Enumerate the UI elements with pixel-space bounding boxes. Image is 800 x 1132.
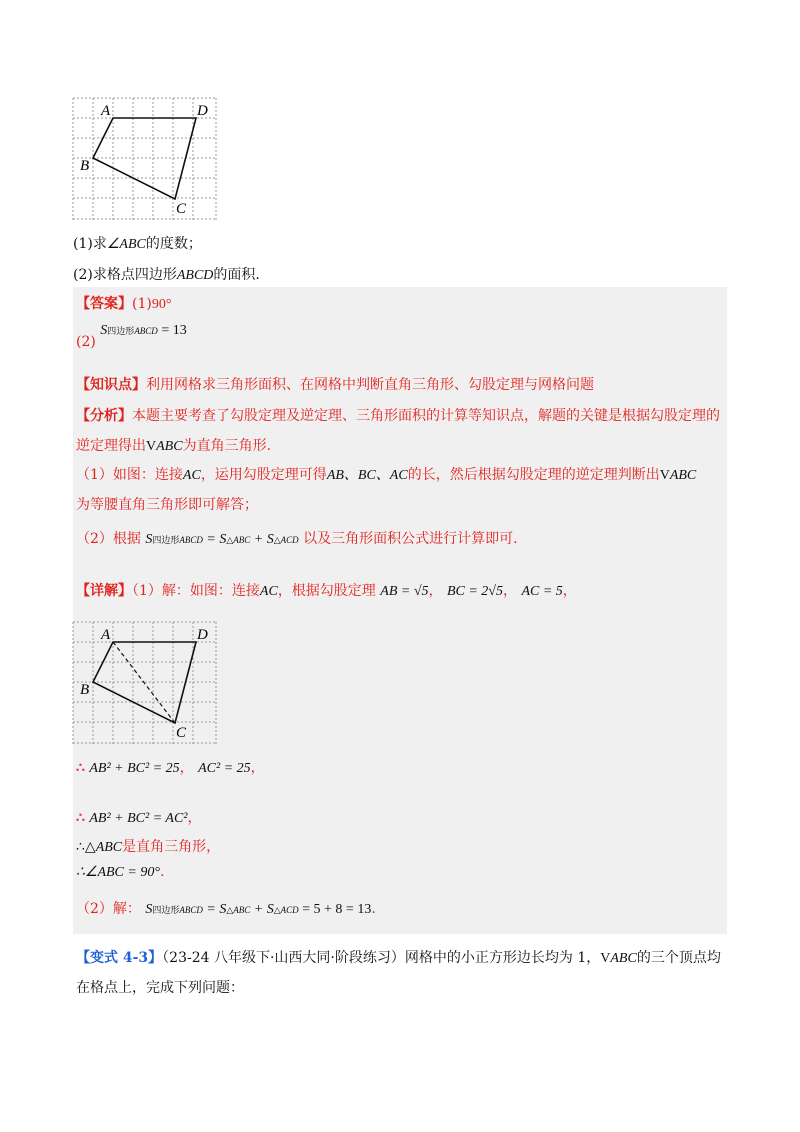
variant-line-1: 【变式 4-3】（23-24 八年级下·山西大同·阶段练习）网格中的小正方形边长均为 1，VABC的三个顶点均 [76,950,721,966]
question-1: (1)求∠ABC的度数； [73,236,202,252]
knowledge-line: 【知识点】利用网格求三角形面积、在网格中判断直角三角形、勾股定理与网格问题 [76,377,594,393]
question-2: (2)求格点四边形ABCD的面积. [73,267,260,283]
label-b: B [80,682,90,698]
label-d: D [197,103,208,119]
variant-line-2: 在格点上，完成下列问题： [76,980,244,996]
grid-figure-1 [72,97,218,221]
detail-step-3: ∴△ABC是直角三角形， [76,839,221,855]
analysis-line-4: 为等腰直角三角形即可解答； [76,497,258,513]
detail-step-2: ∴ AB² + BC² = AC²， [76,810,202,826]
label-c: C [176,725,187,741]
grid-figure-2 [72,621,218,745]
label-a: A [101,627,111,643]
analysis-line-2: 逆定理得出VABC为直角三角形. [76,438,272,454]
answer-line-2: (2) S四边形ABCD = 13 [76,323,187,350]
label-c: C [176,201,187,217]
detail-step-4: ∴∠ABC = 90°. [76,864,165,880]
analysis-line-3: （1）如图：连接AC，运用勾股定理可得AB、BC、AC的长，然后根据勾股定理的逆定理判断出VABC [76,467,697,483]
analysis-line-5: （2）根据 S四边形ABCD = S△ABC + S△ACD 以及三角形面积公式进行计算即可. [76,531,518,547]
detail-step-5: （2）解： S四边形ABCD = S△ABC + S△ACD = 5 + 8 = 13. [76,901,376,917]
label-a: A [101,103,111,119]
label-d: D [197,627,208,643]
detail-line-1: 【详解】（1）解：如图：连接AC，根据勾股定理 AB = √5， BC = 2√5， AC = 5， [76,583,577,599]
answer-line-1: 【答案】(1)90° [76,296,172,312]
label-b: B [80,158,90,174]
detail-step-1: ∴ AB² + BC² = 25， AC² = 25， [76,760,265,776]
analysis-line-1: 【分析】本题主要考查了勾股定理及逆定理、三角形面积的计算等知识点，解题的关键是根据勾股定理的 [76,408,720,424]
